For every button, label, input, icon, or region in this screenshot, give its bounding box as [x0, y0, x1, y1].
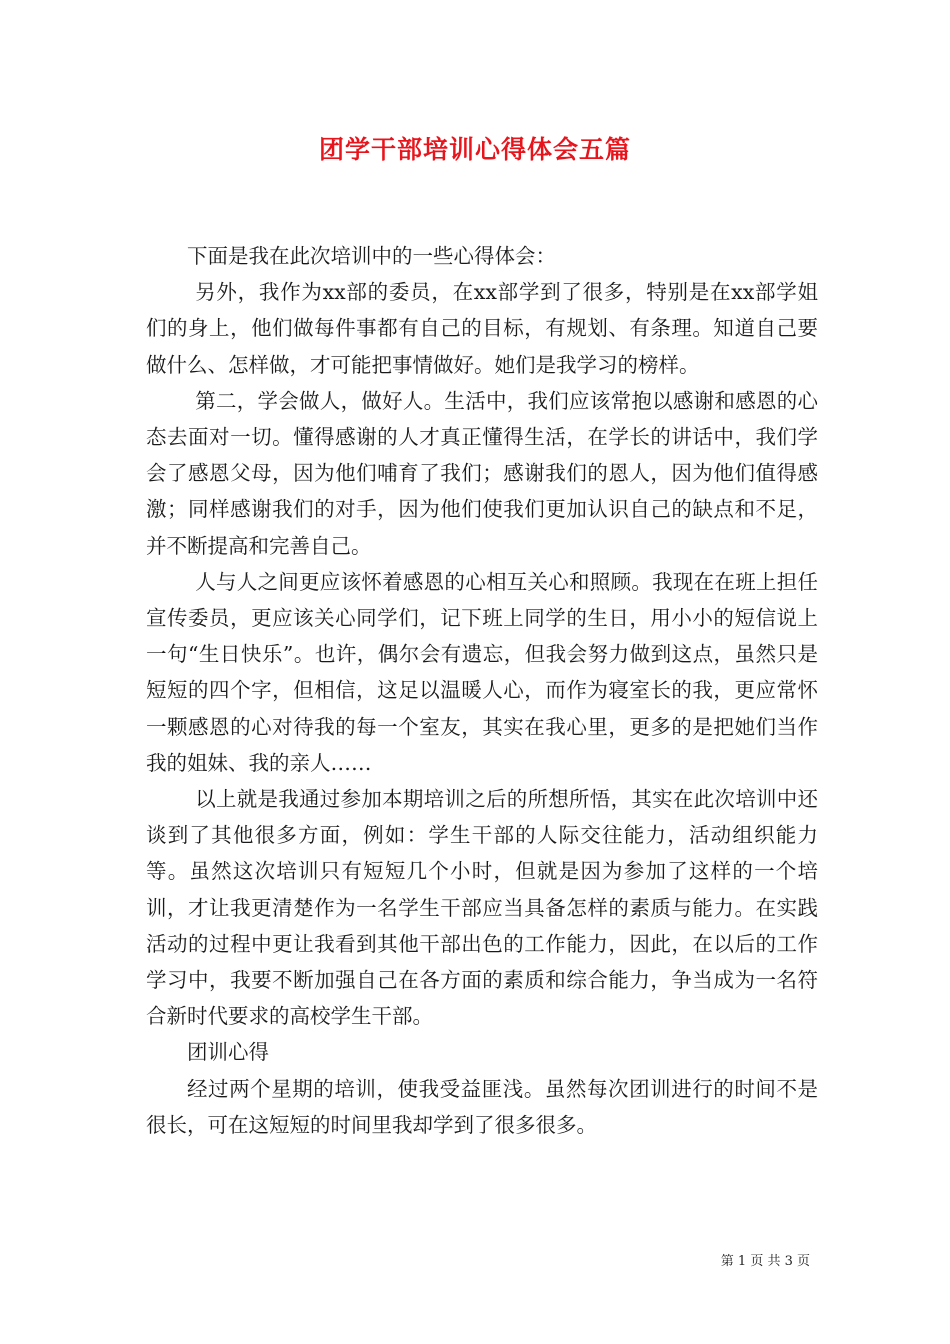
paragraph-1: 另外，我作为xx部的委员，在xx部学到了很多，特别是在xx部学姐们的身上，他们做每件事都有自己的目标，有规划、有条理。知道自己要做什么、怎样做，才可能把事情做好。她们是我学习的榜样。	[146, 280, 818, 377]
section-heading: 团训心得	[187, 1040, 269, 1065]
paragraph-intro: 下面是我在此次培训中的一些心得体会：	[187, 244, 556, 268]
page-number: 第 1 页 共 3 页	[720, 1254, 810, 1269]
paragraph-3: 人与人之间更应该怀着感恩的心相互关心和照顾。我现在在班上担任宣传委员，更应该关心同学们，记下班上同学的生日，用小小的短信说上一句“生日快乐”。也许，偶尔会有遗忘，但我会努力做到这点，虽然只是短短的四个字，但相信，这足以温暖人心，而作为寝室长的我，更应常怀一颗感恩的心对待我的每一个室友，其实在我心里，更多的是把她们当作我的姐妹、我的亲人……	[146, 569, 818, 775]
paragraph-4: 以上就是我通过参加本期培训之后的所想所悟，其实在此次培训中还谈到了其他很多方面，例如：学生干部的人际交往能力，活动组织能力等。虽然这次培训只有短短几个小时，但就是因为参加了这样的一个培训，才让我更清楚作为一名学生干部应当具备怎样的素质与能力。在实践活动的过程中更让我看到其他干部出色的工作能力，因此，在以后的工作学习中，我要不断加强自己在各方面的素质和综合能力，争当成为一名符合新时代要求的高校学生干部。	[146, 787, 818, 1029]
document-title: 团学干部培训心得体会五篇	[318, 135, 631, 164]
paragraph-5: 经过两个星期的培训，使我受益匪浅。虽然每次团训进行的时间不是很长，可在这短短的时间里我却学到了很多很多。	[146, 1076, 818, 1137]
paragraph-2: 第二，学会做人，做好人。生活中，我们应该常抱以感谢和感恩的心态去面对一切。懂得感谢的人才真正懂得生活，在学长的讲话中，我们学会了感恩父母，因为他们哺育了我们；感谢我们的恩人，因为他们值得感激；同样感谢我们的对手，因为他们使我们更加认识自己的缺点和不足，并不断提高和完善自己。	[146, 388, 818, 558]
document-body	[146, 238, 818, 1143]
